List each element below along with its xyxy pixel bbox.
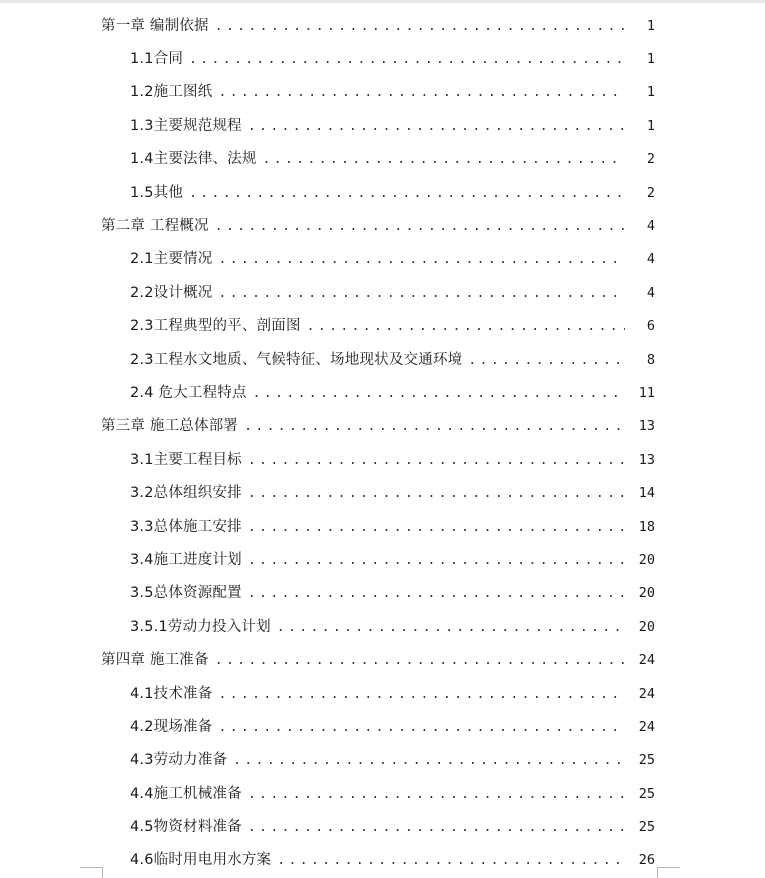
toc-dot-leader — [277, 851, 625, 869]
toc-entry-title: 4.2现场准备 — [130, 718, 213, 735]
toc-section-entry[interactable] — [0, 109, 765, 142]
toc-entry-title: 2.3工程水文地质、气候特征、场地现状及交通环境 — [130, 351, 463, 368]
toc-dot-leader — [218, 250, 625, 268]
toc-entry-title: 3.5总体资源配置 — [130, 585, 242, 602]
toc-dot-leader — [215, 651, 625, 669]
toc-section-entry[interactable] — [0, 810, 765, 843]
toc-dot-leader — [253, 384, 625, 402]
toc-entry-title: 第四章 施工准备 — [101, 652, 209, 669]
toc-dot-leader — [218, 284, 625, 302]
toc-entry-title: 2.4 危大工程特点 — [130, 384, 247, 401]
toc-section-entry[interactable] — [0, 376, 765, 409]
toc-section-entry[interactable] — [0, 276, 765, 309]
toc-entry-title: 4.5物资材料准备 — [130, 819, 242, 836]
toc-dot-leader — [468, 351, 625, 369]
toc-page-number: 25 — [638, 785, 655, 802]
toc-section-entry[interactable] — [0, 343, 765, 376]
toc-page-number: 20 — [638, 551, 655, 568]
toc-dot-leader — [218, 685, 625, 703]
toc-page-number: 8 — [646, 351, 655, 368]
page-corner-mark-right — [657, 867, 680, 878]
toc-section-entry[interactable] — [0, 510, 765, 543]
toc-dot-leader — [215, 17, 625, 35]
page-corner-mark-left — [80, 867, 103, 878]
toc-page-number: 24 — [638, 718, 655, 735]
toc-dot-leader — [248, 518, 625, 536]
toc-section-entry[interactable] — [0, 677, 765, 710]
toc-dot-leader — [248, 551, 625, 569]
toc-dot-leader — [215, 217, 625, 235]
toc-dot-leader — [248, 451, 625, 469]
toc-page-number: 25 — [638, 819, 655, 836]
toc-section-entry[interactable] — [0, 476, 765, 509]
toc-page-number: 1 — [646, 17, 655, 34]
toc-page-number: 13 — [638, 451, 655, 468]
toc-section-entry[interactable] — [0, 76, 765, 109]
toc-entry-title: 4.1技术准备 — [130, 685, 213, 702]
toc-entry-title: 2.3工程典型的平、剖面图 — [130, 318, 301, 335]
toc-page-number: 1 — [646, 51, 655, 68]
toc-chapter-entry[interactable] — [0, 643, 765, 676]
toc-entry-title: 2.2设计概况 — [130, 284, 213, 301]
toc-section-entry[interactable] — [0, 176, 765, 209]
toc-dot-leader — [244, 417, 625, 435]
toc-entry-title: 3.3总体施工安排 — [130, 518, 242, 535]
toc-entry-title: 1.3主要规范规程 — [130, 117, 242, 134]
toc-entry-title: 4.6临时用电用水方案 — [130, 852, 272, 869]
toc-page-number: 24 — [638, 652, 655, 669]
toc-entry-title: 3.4施工进度计划 — [130, 551, 242, 568]
toc-page-number: 20 — [638, 585, 655, 602]
toc-dot-leader — [307, 317, 625, 335]
toc-page-number: 14 — [638, 485, 655, 502]
toc-chapter-entry[interactable] — [0, 9, 765, 42]
table-of-contents — [0, 9, 765, 877]
toc-page-number: 4 — [646, 218, 655, 235]
toc-entry-title: 4.4施工机械准备 — [130, 785, 242, 802]
toc-section-entry[interactable] — [0, 42, 765, 75]
toc-section-entry[interactable] — [0, 610, 765, 643]
toc-dot-leader — [248, 117, 625, 135]
toc-page-number: 4 — [646, 284, 655, 301]
toc-page-number: 4 — [646, 251, 655, 268]
toc-entry-title: 第三章 施工总体部署 — [101, 418, 239, 435]
toc-section-entry[interactable] — [0, 543, 765, 576]
toc-page-number: 1 — [646, 117, 655, 134]
toc-section-entry[interactable] — [0, 844, 765, 877]
toc-page-number: 13 — [638, 418, 655, 435]
toc-page-number: 18 — [638, 518, 655, 535]
toc-dot-leader — [277, 618, 625, 636]
toc-entry-title: 1.1合同 — [130, 51, 184, 68]
toc-entry-title: 3.5.1劳动力投入计划 — [130, 618, 271, 635]
toc-page-number: 1 — [646, 84, 655, 101]
toc-page-number: 11 — [638, 384, 655, 401]
toc-page-number: 2 — [646, 184, 655, 201]
toc-section-entry[interactable] — [0, 243, 765, 276]
toc-page-number: 2 — [646, 151, 655, 168]
toc-entry-title: 1.2施工图纸 — [130, 84, 213, 101]
toc-entry-title: 3.1主要工程目标 — [130, 451, 242, 468]
toc-section-entry[interactable] — [0, 143, 765, 176]
page-top-edge — [0, 0, 765, 3]
toc-page-number: 26 — [638, 852, 655, 869]
toc-chapter-entry[interactable] — [0, 410, 765, 443]
toc-dot-leader — [248, 584, 625, 602]
toc-page-number: 25 — [638, 752, 655, 769]
toc-page-number: 20 — [638, 618, 655, 635]
toc-entry-title: 1.5其他 — [130, 184, 184, 201]
toc-dot-leader — [218, 83, 625, 101]
toc-section-entry[interactable] — [0, 577, 765, 610]
toc-dot-leader — [218, 718, 625, 736]
toc-dot-leader — [248, 484, 625, 502]
toc-entry-title: 第二章 工程概况 — [101, 218, 209, 235]
toc-dot-leader — [248, 785, 625, 803]
toc-entry-title: 第一章 编制依据 — [101, 17, 209, 34]
toc-dot-leader — [248, 818, 625, 836]
toc-page-number: 6 — [646, 318, 655, 335]
toc-dot-leader — [189, 50, 625, 68]
toc-dot-leader — [189, 184, 625, 202]
toc-dot-leader — [263, 150, 625, 168]
toc-entry-title: 1.4主要法律、法规 — [130, 151, 257, 168]
toc-entry-title: 2.1主要情况 — [130, 251, 213, 268]
toc-dot-leader — [233, 751, 625, 769]
toc-section-entry[interactable] — [0, 310, 765, 343]
toc-section-entry[interactable] — [0, 777, 765, 810]
toc-entry-title: 3.2总体组织安排 — [130, 485, 242, 502]
toc-page-number: 24 — [638, 685, 655, 702]
toc-section-entry[interactable] — [0, 744, 765, 777]
toc-entry-title: 4.3劳动力准备 — [130, 752, 228, 769]
toc-section-entry[interactable] — [0, 443, 765, 476]
toc-section-entry[interactable] — [0, 710, 765, 743]
toc-chapter-entry[interactable] — [0, 209, 765, 242]
